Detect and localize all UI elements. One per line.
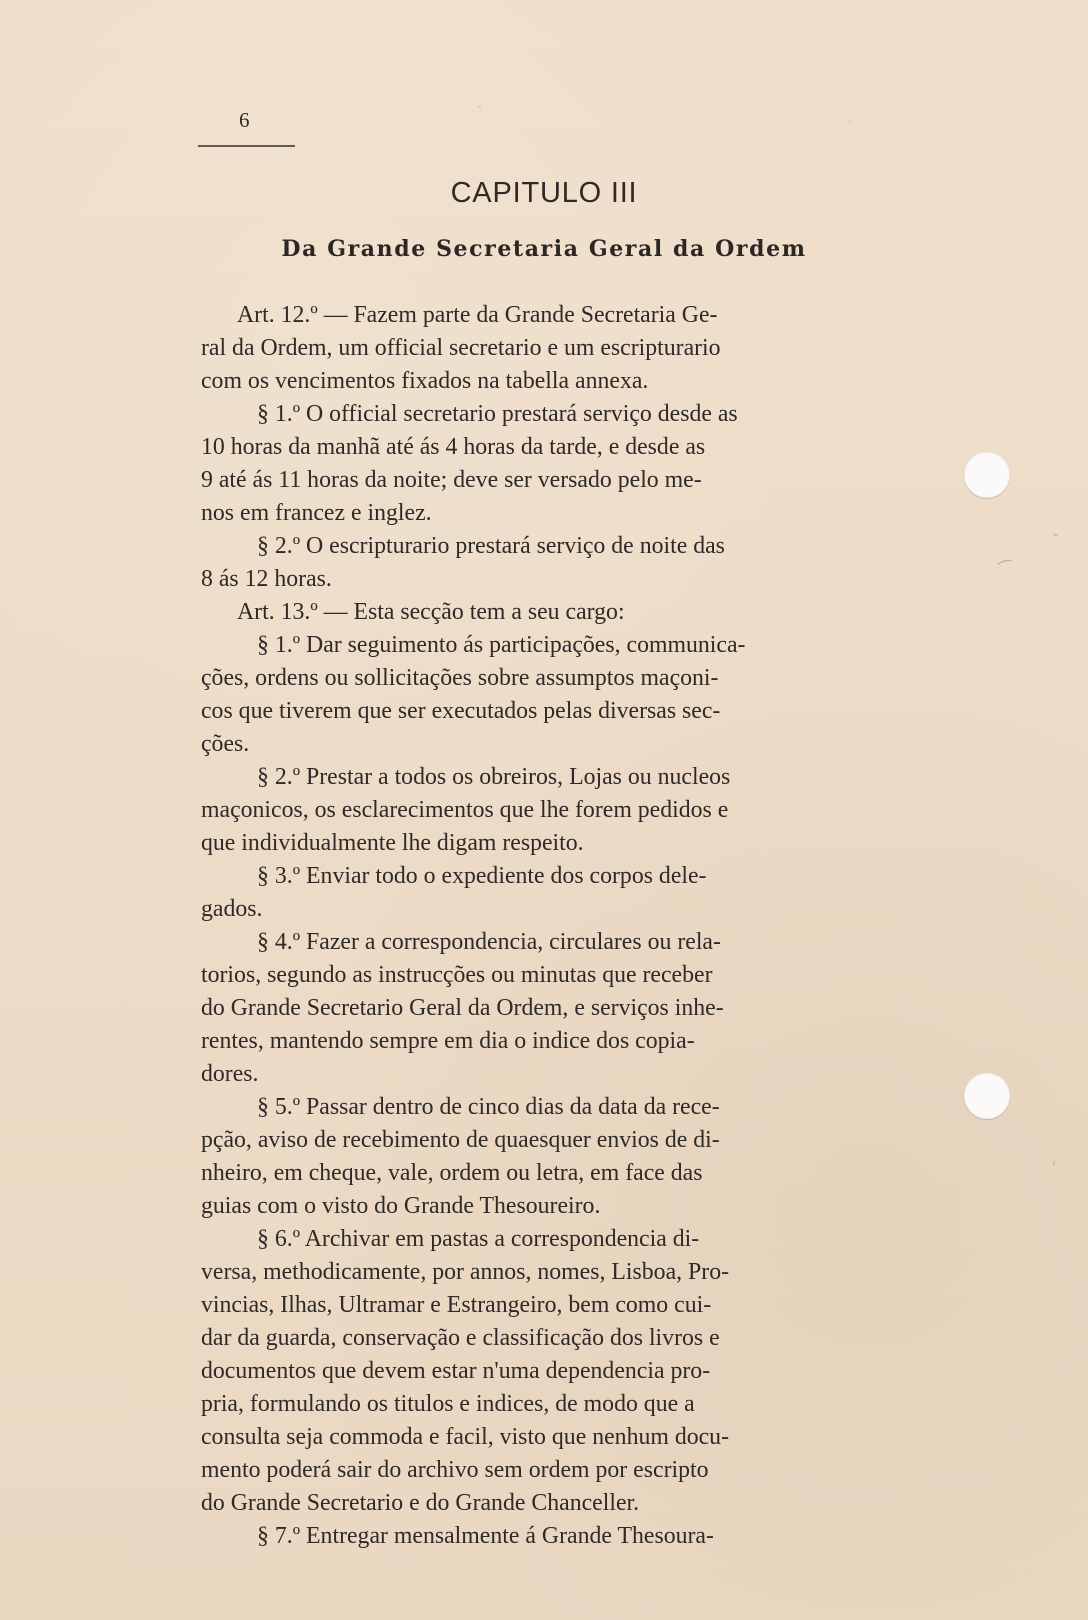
text-line: vincias, Ilhas, Ultramar e Estrangeiro, bem como cui- [201, 1292, 712, 1318]
text-line: consulta seja commoda e facil, visto que nenhum docu- [201, 1424, 730, 1450]
body-text [201, 299, 911, 1553]
text-line: § 6.º Archivar em pastas a correspondencia di- [257, 1226, 700, 1252]
text-line: ções, ordens ou sollicitações sobre assumptos maçoni- [201, 665, 719, 691]
text-line: documentos que devem estar n'uma dependencia pro- [201, 1358, 711, 1384]
text-line: ções. [201, 731, 250, 757]
text-line: gados. [201, 896, 263, 922]
text-line: § 1.º Dar seguimento ás participações, communica- [257, 632, 746, 658]
text-line: que individualmente lhe digam respeito. [201, 830, 584, 856]
text-line: maçonicos, os esclarecimentos que lhe forem pedidos e [201, 797, 729, 823]
text-line: pria, formulando os titulos e indices, de modo que a [201, 1391, 695, 1417]
text-line: § 2.º O escripturario prestará serviço de noite das [257, 533, 725, 559]
text-line: nos em francez e inglez. [201, 500, 432, 526]
text-line: com os vencimentos fixados na tabella annexa. [201, 368, 649, 394]
paper-mark: - [1053, 524, 1059, 543]
chapter-title: CAPITULO III [450, 177, 638, 209]
text-line: 9 até ás 11 horas da noite; deve ser versado pelo me- [201, 467, 702, 493]
page-number-rule [198, 145, 295, 147]
chapter-subtitle: Da Grande Secretaria Geral da Ordem [281, 236, 807, 262]
punch-hole [964, 1073, 1010, 1119]
text-line: nheiro, em cheque, vale, ordem ou letra, em face das [201, 1160, 703, 1186]
text-line: mento poderá sair do archivo sem ordem por escripto [201, 1457, 709, 1483]
page-number: 6 [239, 108, 250, 132]
text-line: § 7.º Entregar mensalmente á Grande Thesoura- [257, 1523, 714, 1549]
text-line: dores. [201, 1061, 259, 1087]
text-line: do Grande Secretario e do Grande Chanceller. [201, 1490, 640, 1516]
text-line: Art. 12.º — Fazem parte da Grande Secretaria Ge- [237, 302, 718, 328]
text-line: 10 horas da manhã até ás 4 horas da tarde, e desde as [201, 434, 706, 460]
text-line: 8 ás 12 horas. [201, 566, 332, 592]
text-line: § 4.º Fazer a correspondencia, circulares ou rela- [257, 929, 721, 955]
text-line: guias com o visto do Grande Thesoureiro. [201, 1193, 601, 1219]
text-line: § 1.º O official secretario prestará serviço desde as [257, 401, 738, 427]
text-line: torios, segundo as instrucções ou minutas que receber [201, 962, 713, 988]
text-line: cos que tiverem que ser executados pelas diversas sec- [201, 698, 721, 724]
paper-mark: ⁀ [997, 558, 1015, 581]
text-line: Art. 13.º — Esta secção tem a seu cargo: [237, 599, 625, 625]
text-line: § 3.º Enviar todo o expediente dos corpos dele- [257, 863, 707, 889]
text-line: rentes, mantendo sempre em dia o indice dos copia- [201, 1028, 695, 1054]
text-line: § 5.º Passar dentro de cinco dias da data da rece- [257, 1094, 720, 1120]
text-line: versa, methodicamente, por annos, nomes, Lisboa, Pro- [201, 1259, 730, 1285]
text-line: ral da Ordem, um official secretario e um escripturario [201, 335, 721, 361]
text-line: pção, aviso de recebimento de quaesquer envios de di- [201, 1127, 720, 1153]
paper-mark: · [848, 117, 852, 128]
paper-mark: ' [1052, 1160, 1056, 1176]
text-line: do Grande Secretario Geral da Ordem, e serviços inhe- [201, 995, 724, 1021]
text-line: dar da guarda, conservação e classificação dos livros e [201, 1325, 720, 1351]
text-line: § 2.º Prestar a todos os obreiros, Lojas ou nucleos [257, 764, 731, 790]
punch-hole [964, 452, 1010, 498]
paper-mark: · [478, 100, 482, 114]
